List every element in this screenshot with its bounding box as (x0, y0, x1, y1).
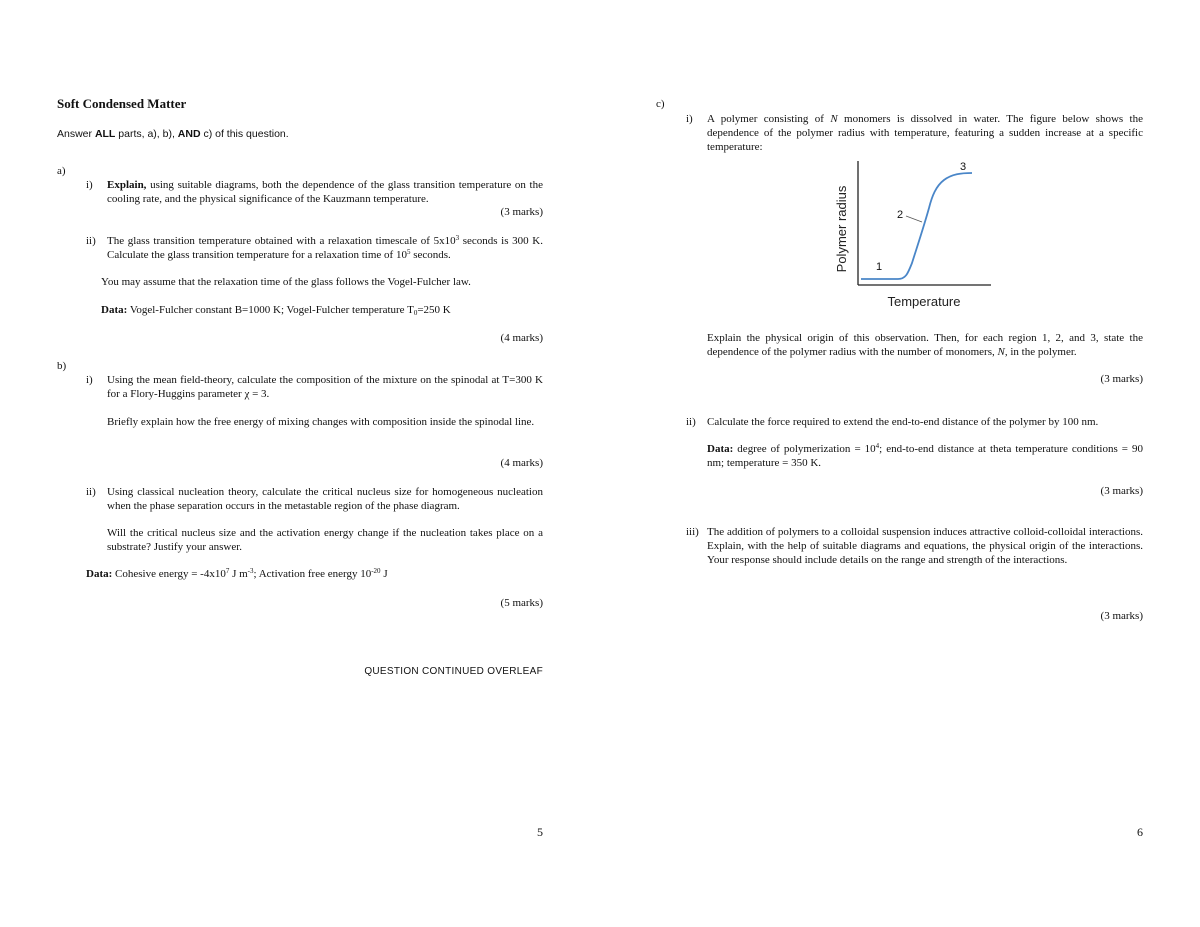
part-a-ii-text: The glass transition temperature obtained with a relaxation timescale of $5x10^3$ seconds is 300 K. Calculate the glass transition temperature for a relaxation time of $10^5$ seconds. (107, 234, 543, 261)
page-title: Soft Condensed Matter (57, 96, 187, 111)
part-c-iii-text: The addition of polymers to a colloidal suspension induces attractive colloid-colloidal interactions. Explain, with the help of suitable diagrams and equations, the physical origin of the interactions. Your response should include details on the range and strength of the interactions. (707, 526, 1143, 566)
part-c-i-marks: (3 marks) (1100, 373, 1143, 385)
part-c-ii-text: Calculate the force required to extend the end-to-end distance of the polymer by 100 nm. (707, 416, 1099, 428)
part-c-i-number: i) (686, 113, 693, 125)
part-b-i-text: Using the mean field-theory, calculate the composition of the mixture on the spinodal at T=300 K for a Flory-Huggins parameter χ = 3. (107, 374, 543, 400)
part-a-ii-marks: (4 marks) (500, 332, 543, 344)
part-a-i-number: i) (86, 179, 93, 191)
instruction-text: Answer ALL parts, a), b), AND c) of this question. (57, 128, 289, 140)
region-2-leader-line (906, 216, 922, 222)
part-c-label: c) (656, 98, 665, 110)
part-b-ii-marks: (5 marks) (500, 597, 543, 609)
part-a-i-text: Explain, using suitable diagrams, both the dependence of the glass transition temperature on the cooling rate, and the physical significance of the Kauzmann temperature. (107, 179, 543, 205)
part-c-i-text-2: Explain the physical origin of this observation. Then, for each region 1, 2, and 3, state the dependence of the polymer radius with the number of monomers, N, in the polymer. (707, 332, 1143, 358)
part-b-ii-text: Using classical nucleation theory, calculate the critical nucleus size for homogeneous nucleation when the phase separation occurs in the metastable region of the phase diagram. (107, 486, 543, 512)
part-b-label: b) (57, 360, 67, 372)
region-label-3: 3 (960, 161, 967, 173)
part-c-ii-number: ii) (686, 416, 696, 428)
part-b-i-text-2: Briefly explain how the free energy of mixing changes with composition inside the spinodal line. (107, 416, 535, 428)
part-c-iii-number: iii) (686, 526, 699, 538)
part-b-ii-text-2: Will the critical nucleus size and the activation energy change if the nucleation takes place on a substrate? Justify your answer. (107, 527, 543, 553)
page-number-right: 6 (1137, 825, 1143, 839)
part-a-label: a) (57, 165, 66, 177)
part-b-ii-data: Data: Cohesive energy = $-4x10^7$ J $m^{-3}$; Activation free energy $10^{-20}$ J (86, 567, 388, 580)
part-a-ii-number: ii) (86, 235, 96, 247)
part-a-ii-data: Data: Vogel-Fulcher constant B=1000 K; Vogel-Fulcher temperature $T_0=250$ K (101, 304, 451, 317)
part-b-ii-number: ii) (86, 486, 96, 498)
part-a-i-marks: (3 marks) (500, 206, 543, 218)
polymer-radius-figure (826, 156, 996, 312)
part-c-ii-data: Data: degree of polymerization = $10^4$; end-to-end distance at theta temperature conditions = 90 nm; temperature = 350 K. (707, 442, 1143, 469)
x-axis-label: Temperature (887, 294, 961, 309)
part-a-ii-assumption: You may assume that the relaxation time of the glass follows the Vogel-Fulcher law. (101, 276, 471, 288)
part-c-ii-marks: (3 marks) (1100, 485, 1143, 497)
part-c-iii-marks: (3 marks) (1100, 610, 1143, 622)
page-number-left: 5 (537, 825, 543, 839)
region-label-2: 2 (897, 209, 904, 221)
part-c-i-text: A polymer consisting of N monomers is dissolved in water. The figure below shows the dependence of the polymer radius with temperature, featuring a sudden increase at a specific temperature: (707, 113, 1143, 153)
part-b-i-number: i) (86, 374, 93, 386)
continued-overleaf: QUESTION CONTINUED OVERLEAF (364, 666, 543, 677)
part-b-i-marks: (4 marks) (500, 457, 543, 469)
y-axis-label: Polymer radius (834, 185, 849, 273)
region-label-1: 1 (876, 261, 883, 273)
